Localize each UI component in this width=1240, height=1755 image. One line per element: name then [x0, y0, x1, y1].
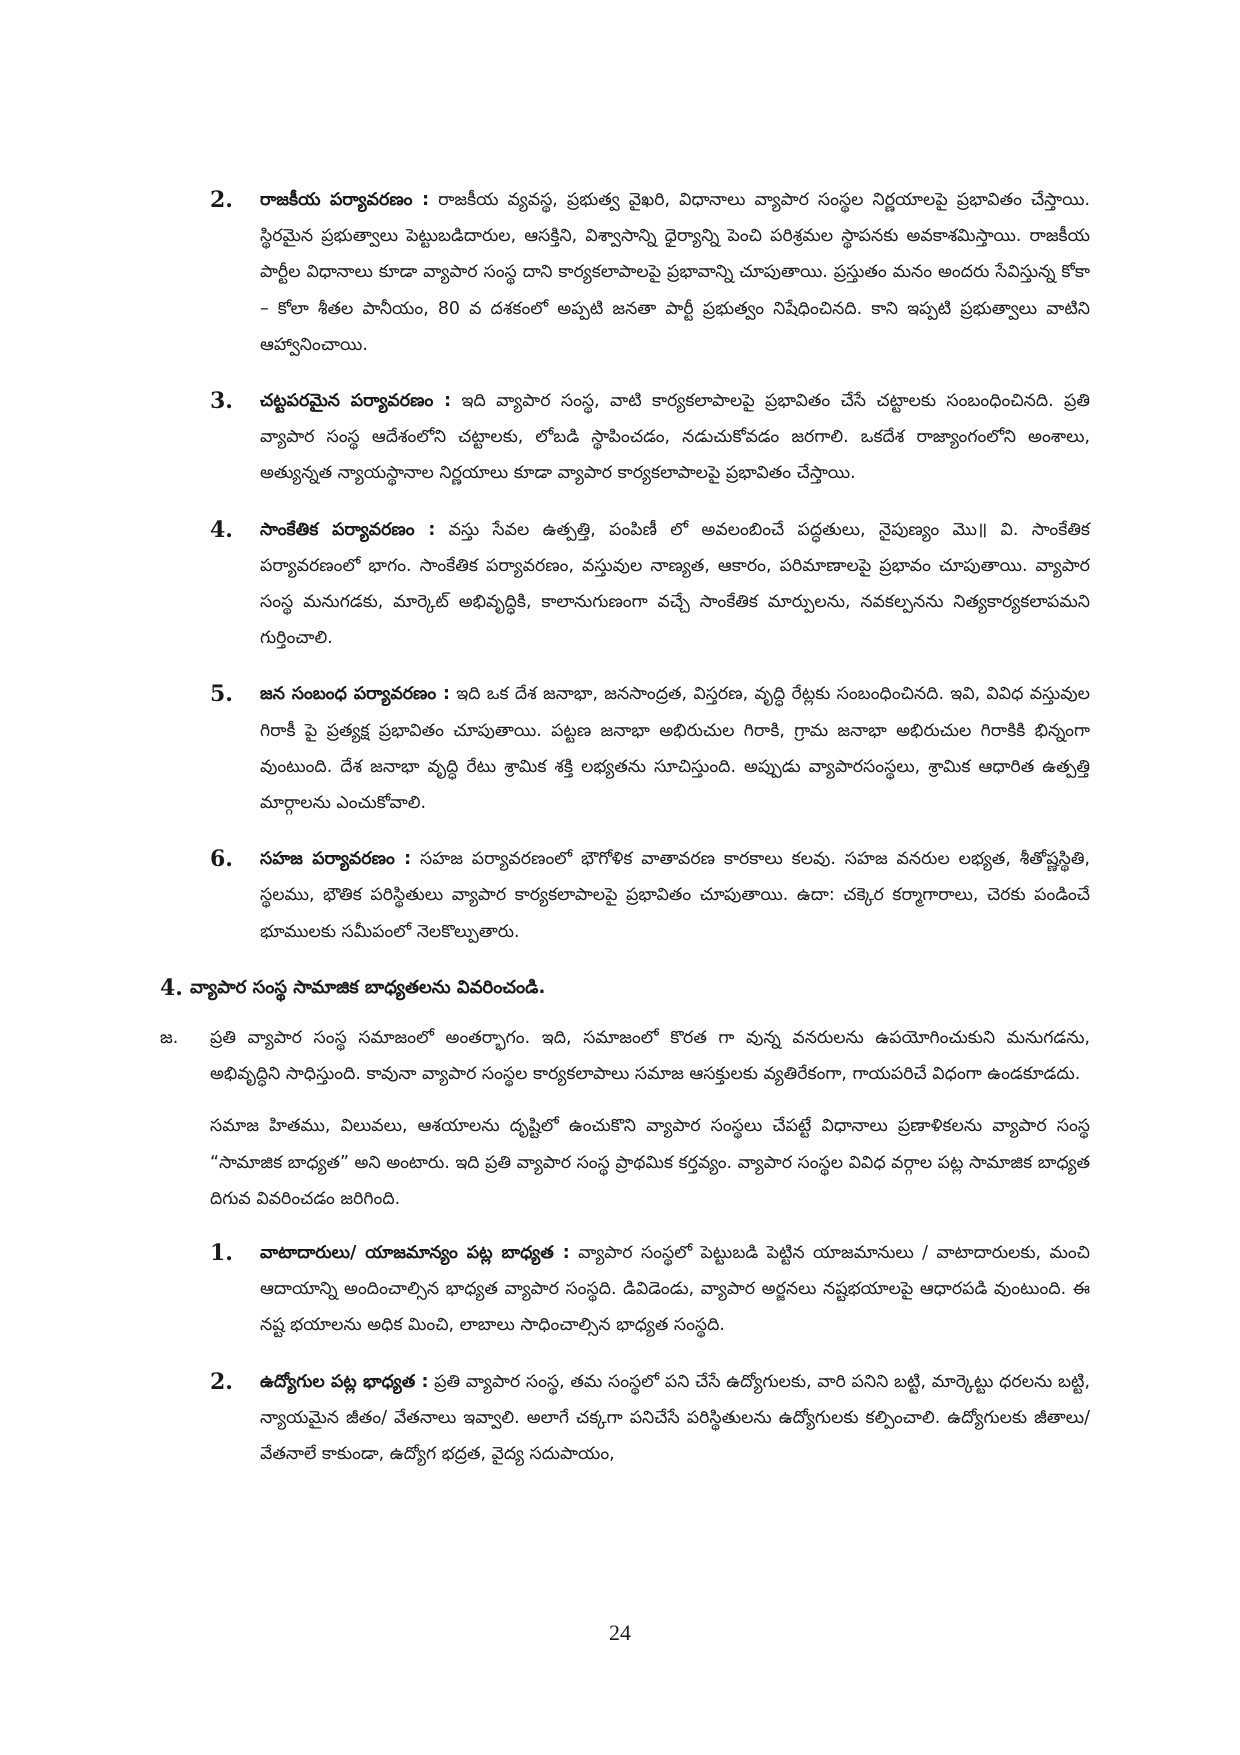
- item-text: వస్తు సేవల ఉత్పత్తి, పంపిణీ లో అవలంబించే పద్ధతులు, నైపుణ్యం మొ॥ వి. సాంకేతిక పర్యావరణంలో భాగం. సాంకేతిక పర్యావరణం, వస్తువుల నాణ్యత, ఆకారం, పరిమాణాలపై ప్రభావం చూపుతాయి. వ్యాపార సంస్థ మనుగడకు, మార్కెట్ అభివృద్ధికి, కాలానుగుణంగా వచ్చే సాంకేతిక మార్పులను, నవకల్పనను నిత్యకార్యకలాపమని గుర్తించాలి.: [260, 519, 1091, 649]
- item-paragraph: [260, 1235, 1090, 1344]
- item-paragraph: [260, 841, 1090, 950]
- item-number: 2.: [210, 187, 233, 213]
- answer-label: జ.: [160, 1028, 179, 1049]
- item-paragraph: [260, 383, 1090, 492]
- item-title: వాటాదారులు/ యాజమాన్యం పట్ల బాధ్యత :: [260, 1243, 570, 1264]
- answer-paragraph-2: సమాజ హితము, విలువలు, ఆశయాలను దృష్టిలో ఉంచుకొని వ్యాపార సంస్థలు చేపట్టే విధానాలు ప్రణాళికలను వ్యాపార సంస్థ “సామాజిక బాధ్యత” అని అంటారు. ఇది ప్రతి వ్యాపార సంస్థ ప్రాథమిక కర్తవ్యం. వ్యాపార సంస్థల వివిధ వర్గాల పట్ల సామాజిక బాధ్యత దిగువ వివరించడం జరిగింది.: [210, 1116, 1090, 1209]
- list-item: [210, 1235, 1090, 1344]
- item-text: వ్యాపార సంస్థలో పెట్టుబడి పెట్టిన యాజమానులు / వాటాదారులకు, మంచి ఆదాయాన్ని అందించాల్సిన భాధ్యత వ్యాపార సంస్థది. డివిడెండు, వ్యాపార అర్జనలు నష్టభయాలపై ఆధారపడి వుంటుంది. ఈ నష్ట భయాలను అధిక మించి, లాబాలు సాధించాల్సిన భాధ్యత సంస్థది.: [260, 1243, 1090, 1336]
- item-text: రాజకీయ వ్యవస్థ, ప్రభుత్వ వైఖరి, విధానాలు వ్యాపార సంస్థల నిర్ణయాలపై ప్రభావితం చేస్తాయి. స్థిరమైన ప్రభుత్వాలు పెట్టుబడిదారుల, ఆసక్తిని, విశ్వాసాన్ని ధైర్యాన్ని పెంచి పరిశ్రమల స్థాపనకు అవకాశమిస్తాయి. రాజకీయ పార్టీల విధానాలు కూడా వ్యాపార సంస్థ దాని కార్యకలాపాలపై ప్రభావాన్ని చూపుతాయి. ప్రస్తుతం మనం అందరు సేవిస్తున్న కోకా – కోలా శీతల పానీయం, 80 వ దశకంలో అప్పటి జనతా పార్టీ ప్రభుత్వం నిషేధించినది. కాని ఇప్పటి ప్రభుత్వాలు వాటిని ఆహ్వానించాయి.: [260, 190, 1090, 355]
- page-number: 24: [609, 1620, 631, 1645]
- question-heading: [160, 970, 1090, 1006]
- answer-paragraph: ప్రతి వ్యాపార సంస్థ సమాజంలో అంతర్భాగం. ఇది, సమాజంలో కొరత గా వున్న వనరులను ఉపయోగించుకుని మనుగడను, అభివృద్ధిని సాధిస్తుంది. కావునా వ్యాపార సంస్థల కార్యకలాపాలు సమాజ ఆసక్తులకు వ్యతిరేకంగా, గాయపరిచే విధంగా ఉండకూడదు.: [210, 1028, 1090, 1085]
- answer-block: [160, 1020, 1090, 1092]
- item-number: 6.: [210, 846, 233, 873]
- item-title: చట్టపరమైన పర్యావరణం :: [260, 391, 452, 412]
- list-item: [210, 841, 1090, 950]
- item-text: ప్రతి వ్యాపార సంస్థ, తమ సంస్థలో పని చేసే ఉద్యోగులకు, వారి పనిని బట్టి, మార్కెట్టు ధరలను బట్టి, న్యాయమైన జీతం/ వేతనాలు ఇవ్వాలి. అలాగే చక్కగా పనిచేసే పరిస్థితులను ఉద్యోగులకు కల్పించాలి. ఉద్యోగులకు జీతాలు/ వేతనాలే కాకుండా, ఉద్యోగ భద్రత, వైద్య సదుపాయం,: [260, 1371, 1090, 1465]
- list-item: [210, 383, 1090, 492]
- item-number: 4.: [210, 516, 233, 543]
- item-title: జన సంబంధ పర్యావరణం :: [260, 684, 450, 705]
- item-title: ఉద్యోగుల పట్ల భాధ్యత :: [260, 1371, 429, 1392]
- item-paragraph: [260, 182, 1090, 363]
- item-title: సహజ పర్యావరణం :: [260, 849, 412, 870]
- item-text: ఇది ఒక దేశ జనాభా, జనసాంద్రత, విస్తరణ, వృద్ధి రేట్లకు సంబంధించినది. ఇవి, వివిధ వస్తువుల గిరాకీ పై ప్రత్యక్ష ప్రభావితం చూపుతాయి. పట్టణ జనాభా అభిరుచుల గిరాకి, గ్రామ జనాభా అభిరుచుల గిరాకికి భిన్నంగా వుంటుంది. దేశ జనాభా వృద్ధి రేటు శ్రామిక శక్తి లభ్యతను సూచిస్తుంది. అప్పుడు వ్యాపారసంస్థలు, శ్రామిక ఆధారిత ఉత్పత్తి మార్గాలను ఎంచుకోవాలి.: [260, 684, 1090, 814]
- page-content: [160, 182, 1090, 1492]
- item-number: 5.: [210, 681, 233, 708]
- item-text: సహజ పర్యావరణంలో భౌగోళిక వాతావరణ కారకాలు కలవు. సహజ వనరుల లభ్యత, శీతోష్ణస్థితి, స్థలము, భౌతిక పరిస్థితులు వ్యాపార కార్యకలాపాలపై ప్రభావితం చూపుతాయి. ఉదా: చక్కెర కర్మాగారాలు, చెరకు పండించే భూములకు సమీపంలో నెలకొల్పుతారు.: [260, 849, 1090, 942]
- item-title: రాజకీయ పర్యావరణం :: [260, 190, 430, 210]
- item-number: 2.: [210, 1368, 233, 1395]
- list-item: [210, 676, 1090, 821]
- item-paragraph: [260, 676, 1090, 821]
- answer-paragraph-2-block: [160, 1108, 1090, 1217]
- question-number: 4.: [160, 974, 183, 1001]
- item-paragraph: [260, 512, 1090, 657]
- item-number: 1.: [210, 1240, 233, 1267]
- list-item: [210, 1364, 1090, 1473]
- item-number: 3.: [210, 388, 233, 415]
- item-paragraph: [260, 1364, 1090, 1473]
- question-text: వ్యాపార సంస్థ సామాజిక బాధ్యతలను వివరించండి.: [190, 976, 546, 998]
- item-text: ఇది వ్యాపార సంస్థ, వాటి కార్యకలాపాలపై ప్రభావితం చేసే చట్టాలకు సంబంధించినది. ప్రతి వ్యాపార సంస్థ ఆదేశంలోని చట్టాలకు, లోబడి స్థాపించడం, నడుచుకోవడం జరగాలి. ఒకదేశ రాజ్యాంగంలోని అంశాలు, అత్యున్నత న్యాయస్థానాల నిర్ణయాలు కూడా వ్యాపార కార్యకలాపాలపై ప్రభావితం చేస్తాయి.: [260, 391, 1090, 484]
- list-item: [210, 512, 1090, 657]
- list-item: [210, 182, 1090, 363]
- item-title: సాంకేతిక పర్యావరణం :: [260, 519, 436, 540]
